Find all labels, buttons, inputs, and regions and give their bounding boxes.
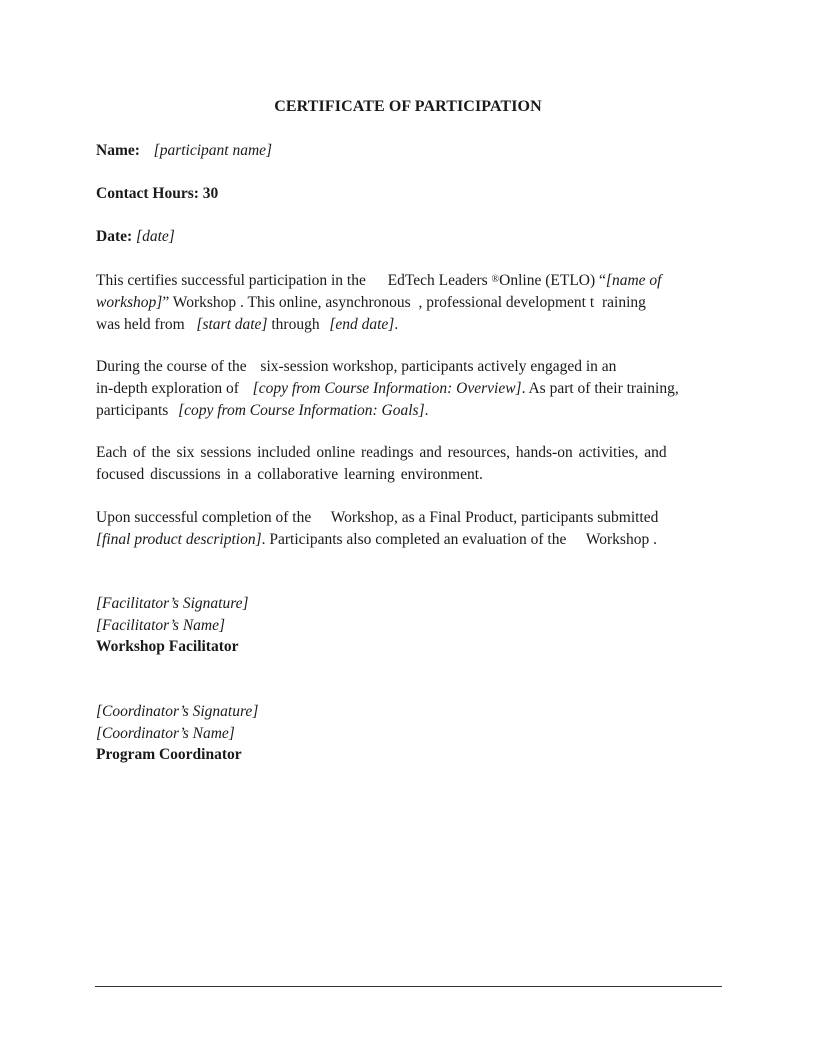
paragraph-final-product (96, 507, 736, 551)
p2-text: . (424, 402, 429, 419)
certificate-title: CERTIFICATE OF PARTICIPATION (274, 98, 542, 115)
p2-text: six (260, 358, 279, 375)
date-label: Date: (96, 228, 133, 245)
coordinator-name: [Coordinator’s Name] (96, 725, 235, 742)
p1-text: Online (ETLO) “ (499, 272, 606, 289)
facilitator-role: Workshop Facilitator (96, 638, 239, 655)
p1-text: This certifies successful participation in the (96, 272, 366, 289)
name-value: [participant name] (153, 142, 273, 159)
p2-text: in-depth exploration of (96, 380, 239, 397)
p4-text: Workshop, as a Final Product, participants submitted (330, 509, 659, 526)
contact-hours-row (96, 183, 218, 205)
p2-text: -session workshop, participants actively engaged in an (278, 358, 617, 375)
paragraph-sessions (96, 442, 736, 486)
p1-text: was held from (96, 316, 185, 333)
workshop-name-placeholder: workshop] (96, 294, 163, 311)
p1-text: , professional development t (418, 294, 595, 311)
name-label: Name: (96, 142, 140, 159)
date-value: [date] (136, 228, 175, 245)
coordinator-role: Program Coordinator (96, 746, 242, 763)
p3-line: focused discussions in a collaborative learning environment. (96, 466, 483, 483)
p2-text: . As part of their training, (521, 380, 679, 397)
p3-line: Each of the six sessions included online readings and resources, hands-on activities, and (96, 444, 667, 461)
date-row (96, 226, 175, 248)
p1-text: raining (602, 294, 646, 311)
final-product-placeholder: [final product description] (96, 531, 262, 548)
coordinator-signature: [Coordinator’s Signature] (96, 703, 259, 720)
p1-text: EdTech Leaders (387, 272, 488, 289)
workshop-name-placeholder: [name of (605, 272, 662, 289)
overview-placeholder: [copy from Course Information: Overview] (252, 380, 522, 397)
p4-text: Workshop . (585, 531, 657, 548)
p1-text: . (394, 316, 399, 333)
p2-text: participants (96, 402, 169, 419)
goals-placeholder: [copy from Course Information: Goals] (178, 402, 425, 419)
contact-hours-value: 30 (202, 185, 219, 202)
facilitator-signature: [Facilitator’s Signature] (96, 595, 249, 612)
p1-text: through (271, 316, 320, 333)
p2-text: During the course of the (96, 358, 247, 375)
p4-text: Upon successful completion of the (96, 509, 312, 526)
paragraph-course (96, 356, 736, 422)
paragraph-participation (96, 269, 736, 336)
end-date-placeholder: [end date] (329, 316, 395, 333)
start-date-placeholder: [start date] (196, 316, 268, 333)
contact-hours-label: Contact Hours: (96, 185, 199, 202)
facilitator-name: [Facilitator’s Name] (96, 617, 226, 634)
registered-mark: ® (491, 274, 500, 285)
footer-divider (95, 986, 722, 987)
p1-text: ” Workshop . This online, asynchronous (162, 294, 411, 311)
name-row (96, 140, 272, 162)
p4-text: . Participants also completed an evaluation of the (261, 531, 567, 548)
